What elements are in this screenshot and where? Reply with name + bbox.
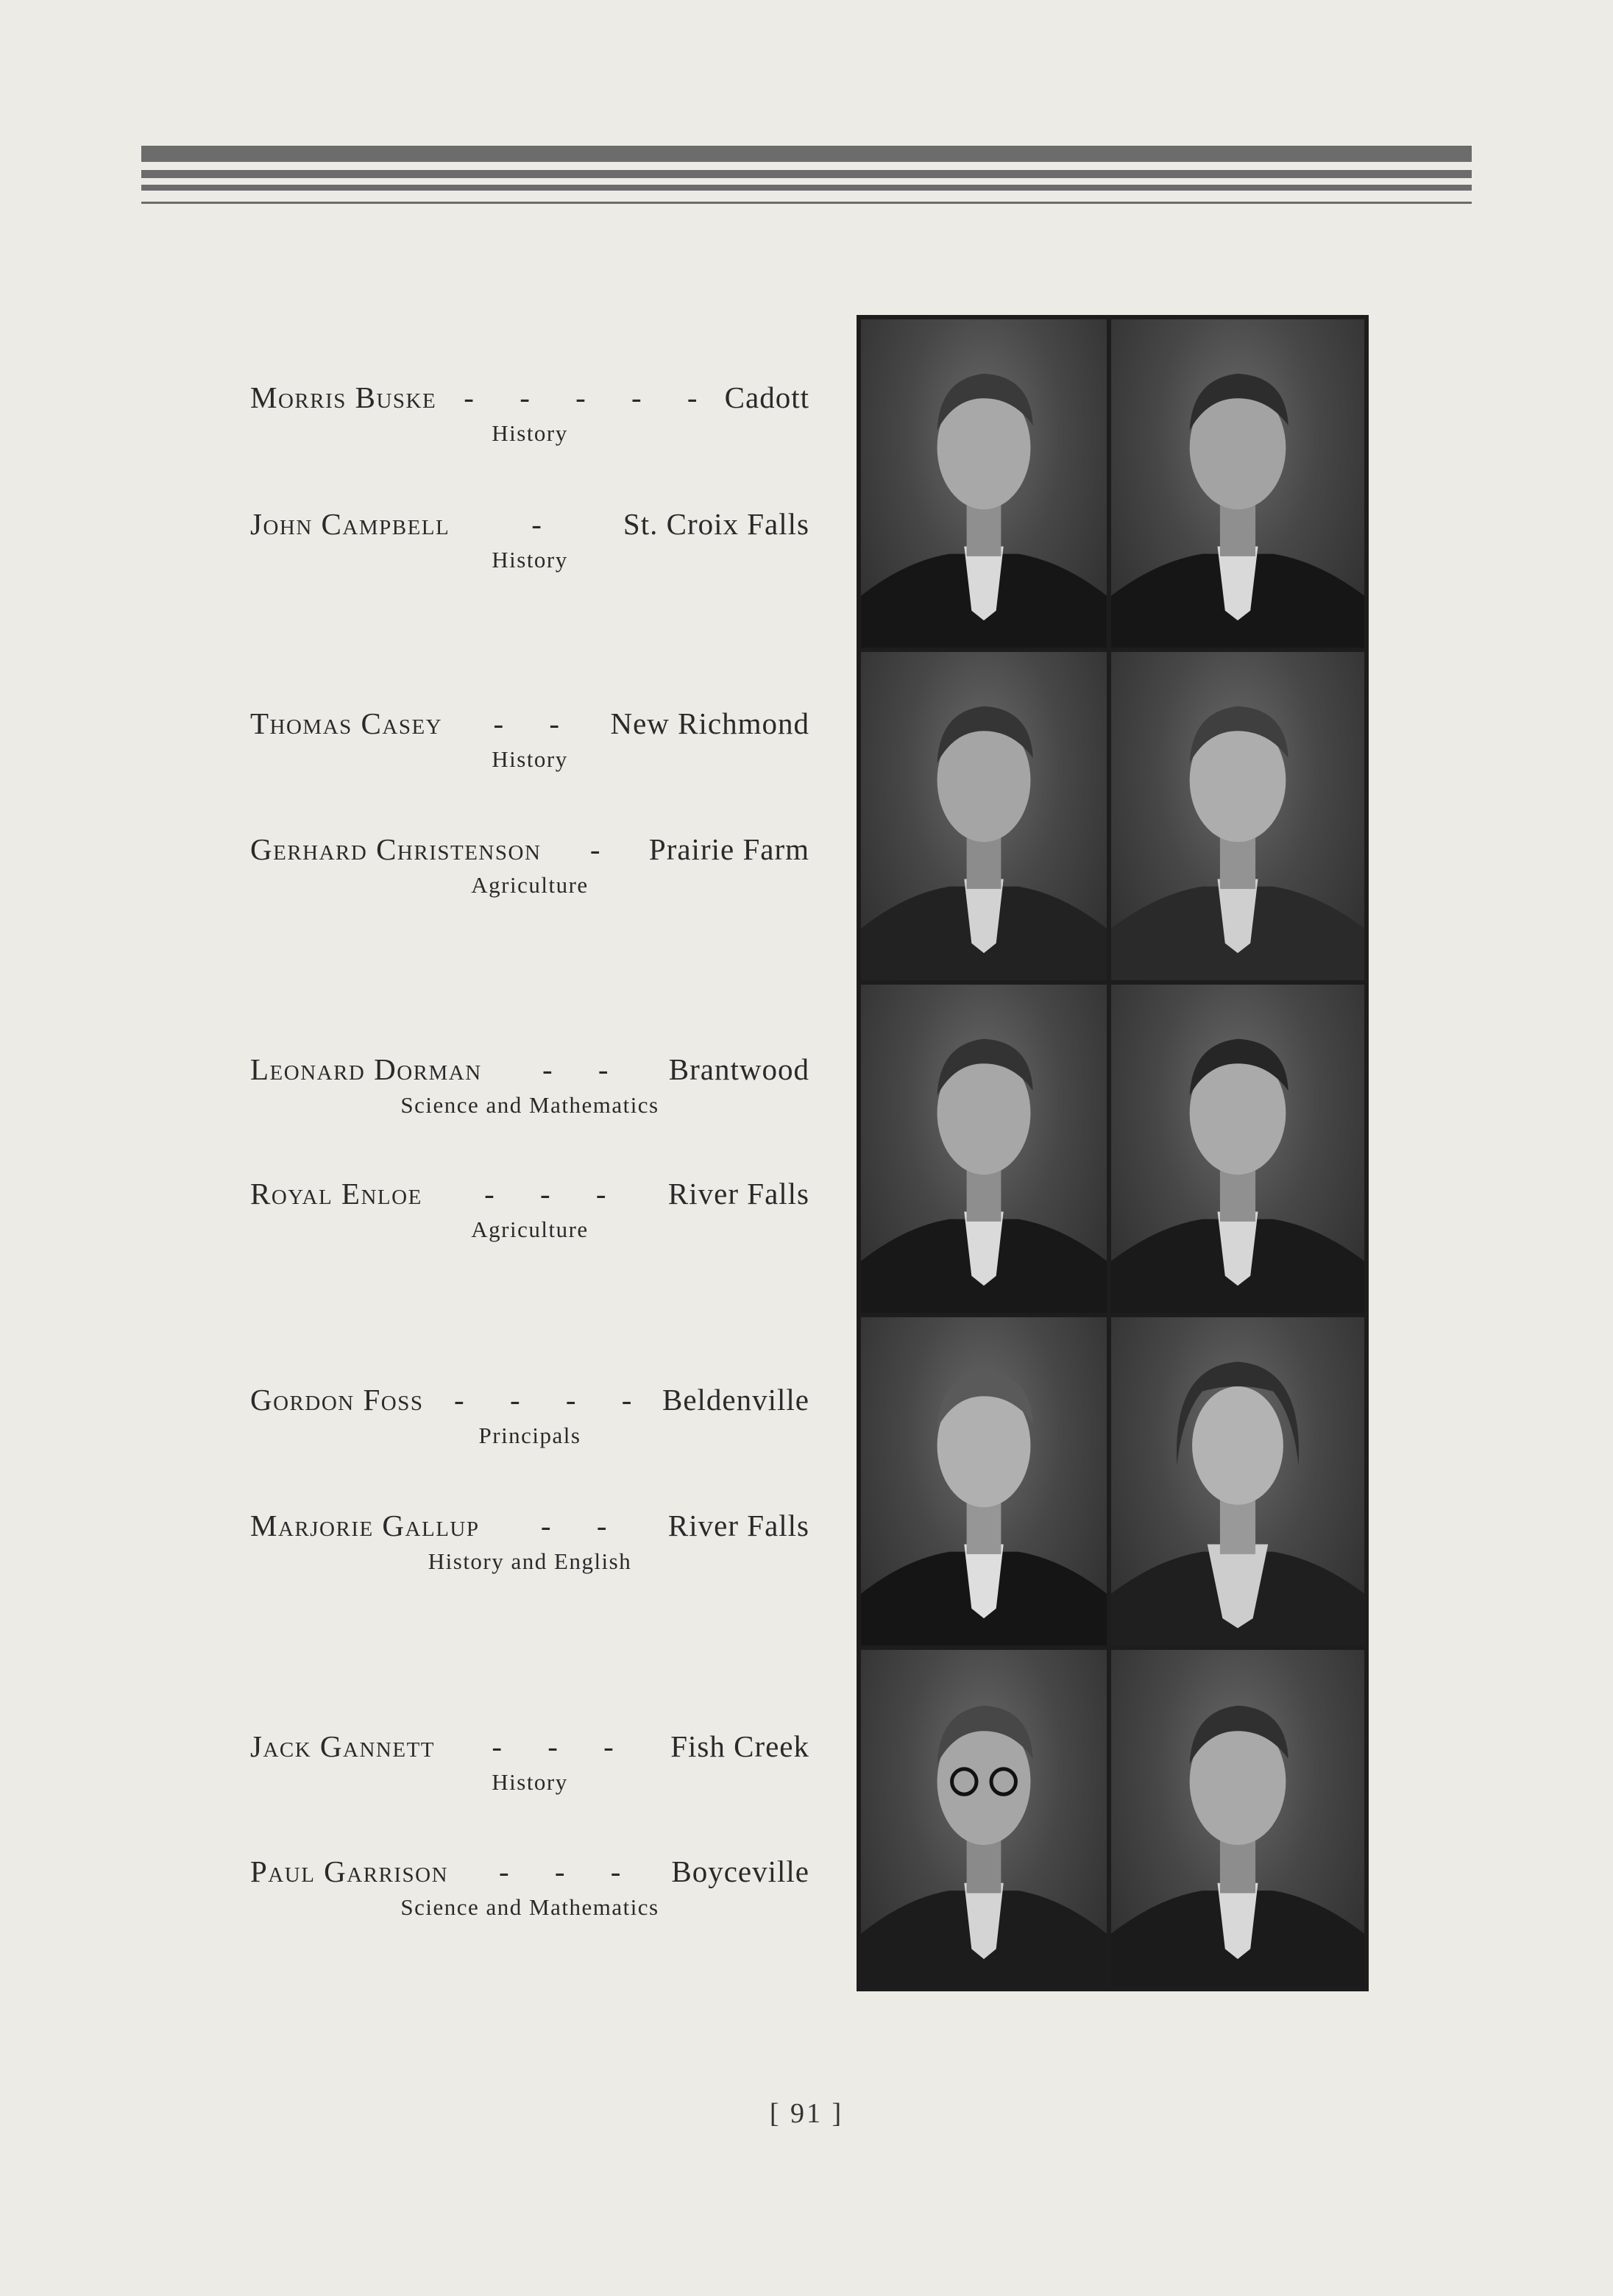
leader-dashes: - - - <box>498 1854 640 1888</box>
student-course: History and English <box>428 1548 632 1574</box>
student-course: Science and Mathematics <box>400 1894 659 1920</box>
portrait-grid <box>857 315 1369 1991</box>
leader-dashes: - - <box>542 1052 628 1086</box>
student-name: Jack Gannett <box>250 1729 436 1763</box>
leader-dashes: - - - <box>492 1729 633 1763</box>
student-hometown: Cadott <box>724 380 809 414</box>
student-name: Royal Enloe <box>250 1177 422 1211</box>
student-entry <box>250 379 809 448</box>
leader-dashes: - - <box>540 1509 626 1542</box>
student-name: Gordon Foss <box>250 1383 424 1417</box>
leader-dashes: - <box>589 832 620 866</box>
student-hometown: Prairie Farm <box>648 832 809 866</box>
student-course: Science and Mathematics <box>400 1092 659 1118</box>
student-course: Agriculture <box>471 872 589 898</box>
portrait-photo <box>1111 319 1364 648</box>
portrait-photo <box>1111 1317 1364 1645</box>
student-course: Agriculture <box>471 1216 589 1242</box>
student-entry <box>250 1507 809 1576</box>
student-entry <box>250 506 809 575</box>
student-course: History <box>492 420 568 446</box>
student-entry <box>250 1175 809 1244</box>
student-name: Thomas Casey <box>250 706 443 740</box>
portrait-photo <box>861 985 1107 1313</box>
portrait-photo <box>1111 652 1364 980</box>
student-entry <box>250 1051 809 1120</box>
portrait-photo <box>861 1317 1107 1645</box>
student-entry <box>250 1728 809 1797</box>
student-hometown: River Falls <box>667 1177 809 1211</box>
portrait-photo <box>861 652 1107 980</box>
student-course: History <box>492 1769 568 1795</box>
portrait-photo <box>1111 985 1364 1313</box>
student-hometown: River Falls <box>667 1509 809 1542</box>
student-name: Morris Buske <box>250 380 437 414</box>
student-course: History <box>492 746 568 772</box>
student-hometown: St. Croix Falls <box>623 507 809 541</box>
header-rule-thick <box>141 146 1472 162</box>
student-course: History <box>492 547 568 573</box>
student-entry <box>250 705 809 774</box>
student-name: Gerhard Christenson <box>250 832 542 866</box>
student-hometown: Boyceville <box>671 1854 809 1888</box>
student-name: Marjorie Gallup <box>250 1509 480 1542</box>
page-number: [ 91 ] <box>769 2098 844 2129</box>
student-hometown: Beldenville <box>662 1383 809 1417</box>
student-name: John Campbell <box>250 507 450 541</box>
leader-dashes: - <box>531 507 561 541</box>
header-rule-hairline <box>141 202 1472 204</box>
student-course: Principals <box>478 1422 581 1448</box>
leader-dashes: - - - <box>484 1177 625 1211</box>
student-name: Paul Garrison <box>250 1854 449 1888</box>
student-entry <box>250 1381 809 1450</box>
student-hometown: Brantwood <box>668 1052 809 1086</box>
portrait-photo <box>861 319 1107 648</box>
header-rule-thin <box>141 185 1472 191</box>
portrait-photo <box>1111 1650 1364 1987</box>
student-hometown: New Richmond <box>610 706 809 740</box>
student-entry <box>250 1853 809 1922</box>
student-entry <box>250 831 809 900</box>
leader-dashes: - - - - <box>454 1383 651 1417</box>
header-rule-medium <box>141 170 1472 178</box>
leader-dashes: - - - - - <box>464 380 717 414</box>
leader-dashes: - - <box>493 706 579 740</box>
student-name: Leonard Dorman <box>250 1052 482 1086</box>
portrait-photo <box>861 1650 1107 1987</box>
student-hometown: Fish Creek <box>670 1729 809 1763</box>
